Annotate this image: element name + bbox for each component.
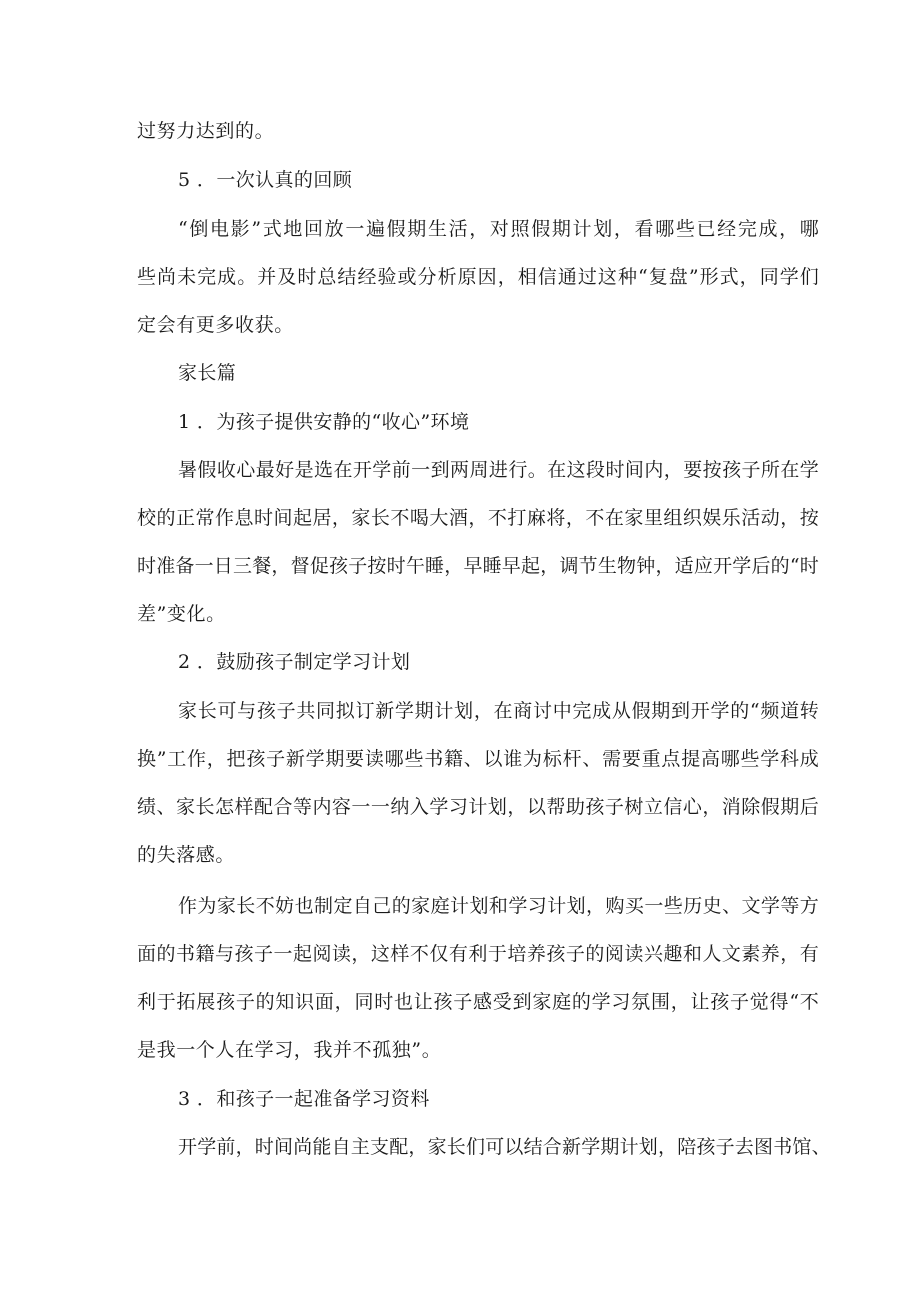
paragraph-line: 校的正常作息时间起居，家长不喝大酒，不打麻将，不在家里组织娱乐活动，按 xyxy=(137,507,819,529)
paragraph-line: 时准备一日三餐，督促孩子按时午睡，早睡早起，调节生物钟，适应开学后的“时 xyxy=(137,555,819,577)
section-heading-materials: 3 ．和孩子一起准备学习资料 xyxy=(178,1088,430,1110)
section-heading-environment: 1 ．为孩子提供安静的“收心”环境 xyxy=(178,411,470,433)
paragraph-line: 的失落感。 xyxy=(137,844,236,866)
section-title-parents: 家长篇 xyxy=(178,362,237,384)
paragraph-line: 暑假收心最好是选在开学前一到两周进行。在这段时间内，要按孩子所在学 xyxy=(178,459,819,481)
paragraph-line: 作为家长不妨也制定自己的家庭计划和学习计划，购买一些历史、文学等方 xyxy=(178,895,819,917)
paragraph-line: “倒电影”式地回放一遍假期生活，对照假期计划，看哪些已经完成，哪 xyxy=(178,218,819,240)
paragraph-line: 面的书籍与孩子一起阅读，这样不仅有利于培养孩子的阅读兴趣和人文素养，有 xyxy=(137,943,819,965)
section-heading-review: 5 ．一次认真的回顾 xyxy=(178,169,353,191)
paragraph-line: 利于拓展孩子的知识面，同时也让孩子感受到家庭的学习氛围，让孩子觉得“不 xyxy=(137,991,819,1013)
paragraph-line: 差”变化。 xyxy=(137,603,226,625)
paragraph-line: 家长可与孩子共同拟订新学期计划，在商讨中完成从假期到开学的“频道转 xyxy=(178,700,819,722)
paragraph-line: 过努力达到的。 xyxy=(137,120,275,142)
paragraph-line: 开学前，时间尚能自主支配，家长们可以结合新学期计划，陪孩子去图书馆、 xyxy=(178,1136,831,1158)
paragraph-line: 换”工作，把孩子新学期要读哪些书籍、以谁为标杆、需要重点提高哪些学科成 xyxy=(137,748,819,770)
paragraph-line: 定会有更多收获。 xyxy=(137,314,294,336)
paragraph-line: 些尚未完成。并及时总结经验或分析原因，相信通过这种“复盘”形式，同学们 xyxy=(137,266,819,288)
paragraph-line: 绩、家长怎样配合等内容一一纳入学习计划，以帮助孩子树立信心，消除假期后 xyxy=(137,796,819,818)
paragraph-line: 是我一个人在学习，我并不孤独”。 xyxy=(137,1039,442,1061)
section-heading-plan: 2 ．鼓励孩子制定学习计划 xyxy=(178,651,411,673)
